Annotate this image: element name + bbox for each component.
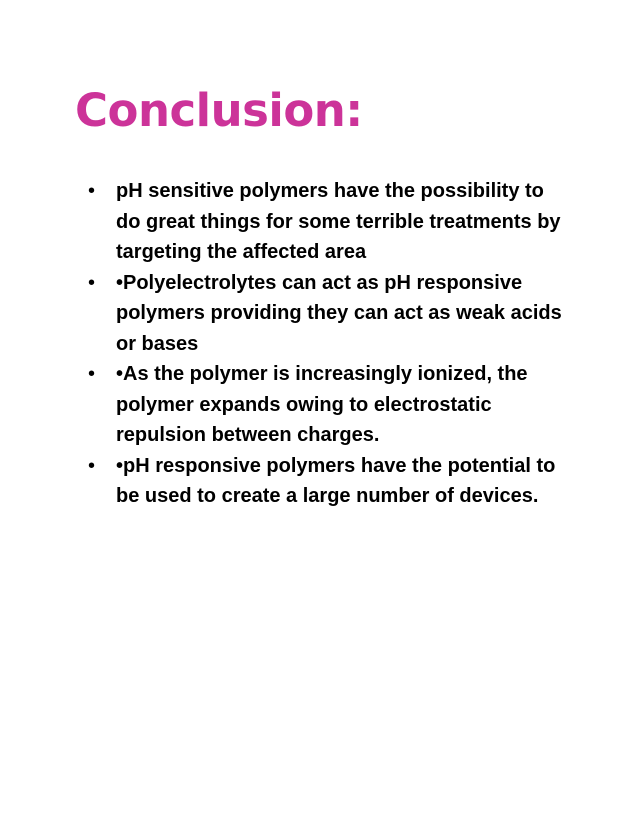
bullet-item (88, 359, 573, 451)
bullet-item (88, 176, 573, 268)
bullet-item (88, 451, 573, 512)
bullet-text: pH sensitive polymers have the possibility to do great things for some terrible treatments by targeting the affected area (116, 180, 561, 263)
bullet-marker: • (88, 363, 96, 385)
page-title: Conclusion: (75, 84, 363, 137)
bullet-marker: • (88, 180, 96, 202)
bullet-text: •pH responsive polymers have the potential to be used to create a large number of devices. (116, 454, 556, 507)
bullet-marker: • (88, 454, 96, 477)
bullet-list (88, 176, 573, 512)
bullet-text: •As the polymer is increasingly ionized, the polymer expands owing to electrostatic repulsion between charges. (116, 363, 528, 446)
bullet-marker: • (88, 271, 96, 294)
bullet-text: •Polyelectrolytes can act as pH responsive polymers providing they can act as weak acids or bases (116, 271, 562, 355)
bullet-item (88, 268, 573, 360)
